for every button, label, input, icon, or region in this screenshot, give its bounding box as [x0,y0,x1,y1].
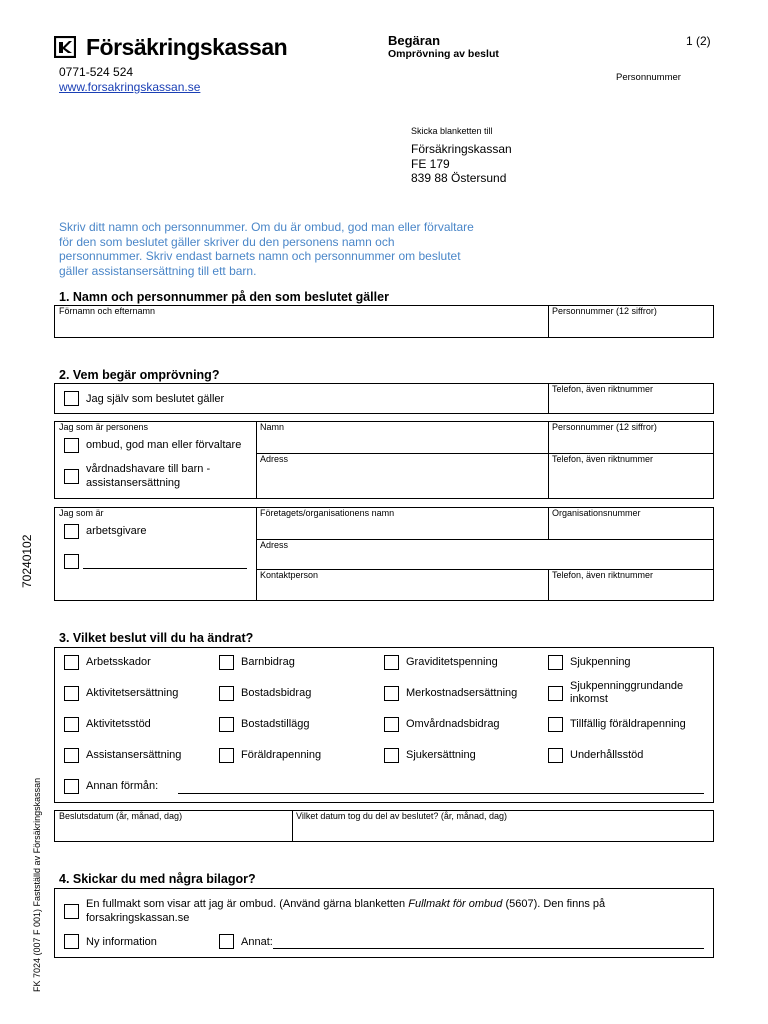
benefit-label: Bostadsbidrag [241,687,312,699]
logo-icon [54,36,76,58]
form-id: FK 7024 (007 F 001) Fastställd av Försäkringskassan [32,777,42,992]
other-attachment-label: Annat: [241,936,273,948]
pnr-field-label: Personnummer (12 siffror) [552,306,657,316]
section1-heading: 1. Namn och personnummer på den som beslutet gäller [59,290,389,304]
benefit-checkbox[interactable] [64,686,79,701]
benefit-label: Sjukpenninggrundande inkomst [570,680,684,705]
benefit-checkbox[interactable] [219,717,234,732]
company-label: Företagets/organisationens namn [260,508,395,518]
benefit-label: Tillfällig föräldrapenning [570,718,686,730]
address-line: 839 88 Östersund [411,171,507,185]
benefit-checkbox[interactable] [548,686,563,701]
benefit-label: Graviditetspenning [406,656,498,668]
address-line: FE 179 [411,156,450,171]
website-link[interactable]: www.forsakringskassan.se [59,80,201,94]
employer-role-label: Jag som är [59,508,104,518]
benefit-label: Sjukersättning [406,749,476,761]
orgnr-label: Organisationsnummer [552,508,641,518]
benefit-label: Föräldrapenning [241,749,322,761]
benefit-label: Aktivitetsersättning [86,687,179,699]
ombud-checkbox[interactable] [64,438,79,453]
benefit-label: Barnbidrag [241,656,295,668]
other-benefit-label: Annan förmån: [86,780,159,792]
rep-phone-label: Telefon, även riktnummer [552,454,654,464]
benefit-checkbox[interactable] [64,655,79,670]
send-to-label: Skicka blanketten till [411,126,493,136]
benefit-checkbox[interactable] [219,655,234,670]
benefit-label: Merkostnadsersättning [406,687,518,699]
other-role-checkbox[interactable] [64,554,79,569]
benefit-checkbox[interactable] [384,748,399,763]
employer-option-label: arbetsgivare [86,525,147,537]
rep-address-label: Adress [260,454,289,464]
header-personnummer-label: Personnummer [616,72,681,83]
benefit-label: Omvårdnadsbidrag [406,718,500,730]
phone-number: 0771-524 524 [59,65,134,79]
document-title: Begäran [388,33,441,48]
self-checkbox[interactable] [64,391,79,406]
benefit-label: Aktivitetsstöd [86,718,151,730]
benefit-checkbox[interactable] [548,655,563,670]
guardian-option-label: vårdnadshavare till barn - [86,463,211,475]
phone-field-label: Telefon, även riktnummer [552,384,654,394]
company-address-label: Adress [260,540,289,550]
benefit-checkbox[interactable] [384,686,399,701]
side-code: 70240102 [20,534,34,588]
contact-label: Kontaktperson [260,570,319,580]
benefit-checkbox[interactable] [548,748,563,763]
benefit-checkbox[interactable] [548,717,563,732]
benefit-label: Assistansersättning [86,749,182,761]
person-role-label: Jag som är personens [59,422,149,432]
ombud-option-label: ombud, god man eller förvaltare [86,439,242,451]
benefit-label: Arbetsskador [86,656,151,668]
decision-date-label: Beslutsdatum (år, månad, dag) [59,811,183,821]
logo-text: Försäkringskassan [86,34,288,60]
benefit-label: Sjukpenning [570,656,631,668]
section4-heading: 4. Skickar du med några bilagor? [59,872,256,886]
received-date-label: Vilket datum tog du del av beslutet? (år, månad, dag) [296,811,507,821]
send-to-address [411,142,512,186]
benefit-label: Underhållsstöd [570,749,644,761]
self-option-label: Jag själv som beslutet gäller [86,393,225,405]
fullmakt-label: En fullmakt som visar att jag är ombud. (Använd gärna blanketten Fullmakt för ombud (5607). Den finns på forsakringskassan.se [86,898,606,924]
rep-pnr-label: Personnummer (12 siffror) [552,422,657,432]
guardian-option-label-2: assistansersättning [86,477,181,489]
benefit-checkbox[interactable] [384,655,399,670]
intro-text: Skriv ditt namn och personnummer. Om du är ombud, god man eller förvaltare för den som beslutet gäller skriver du den personens namn och personnummer. Skriv endast barnets namn och personnummer om beslutet gäller assistansersättning till ett barn. [59,220,474,278]
benefit-checkbox[interactable] [64,717,79,732]
name-field-label: Förnamn och efternamn [59,306,156,316]
rep-name-label: Namn [260,422,285,432]
page-number: 1 (2) [686,34,711,48]
guardian-checkbox[interactable] [64,469,79,484]
other-benefit-checkbox[interactable] [64,779,79,794]
benefit-checkbox[interactable] [64,748,79,763]
benefit-checkbox[interactable] [219,748,234,763]
other-role-line[interactable] [83,568,247,569]
other-benefit-line[interactable] [178,793,704,794]
employer-box [54,507,714,601]
new-info-checkbox[interactable] [64,934,79,949]
employer-checkbox[interactable] [64,524,79,539]
document-subtitle: Omprövning av beslut [388,48,499,60]
other-attachment-line[interactable] [273,948,704,949]
section2-heading: 2. Vem begär omprövning? [59,368,220,382]
other-attachment-checkbox[interactable] [219,934,234,949]
new-info-label: Ny information [86,936,157,948]
fullmakt-checkbox[interactable] [64,904,79,919]
section3-heading: 3. Vilket beslut vill du ha ändrat? [59,631,254,645]
benefit-checkbox[interactable] [384,717,399,732]
address-line: Försäkringskassan [411,142,512,156]
contact-phone-label: Telefon, även riktnummer [552,570,654,580]
benefit-checkbox[interactable] [219,686,234,701]
benefit-label: Bostadstillägg [241,718,310,730]
